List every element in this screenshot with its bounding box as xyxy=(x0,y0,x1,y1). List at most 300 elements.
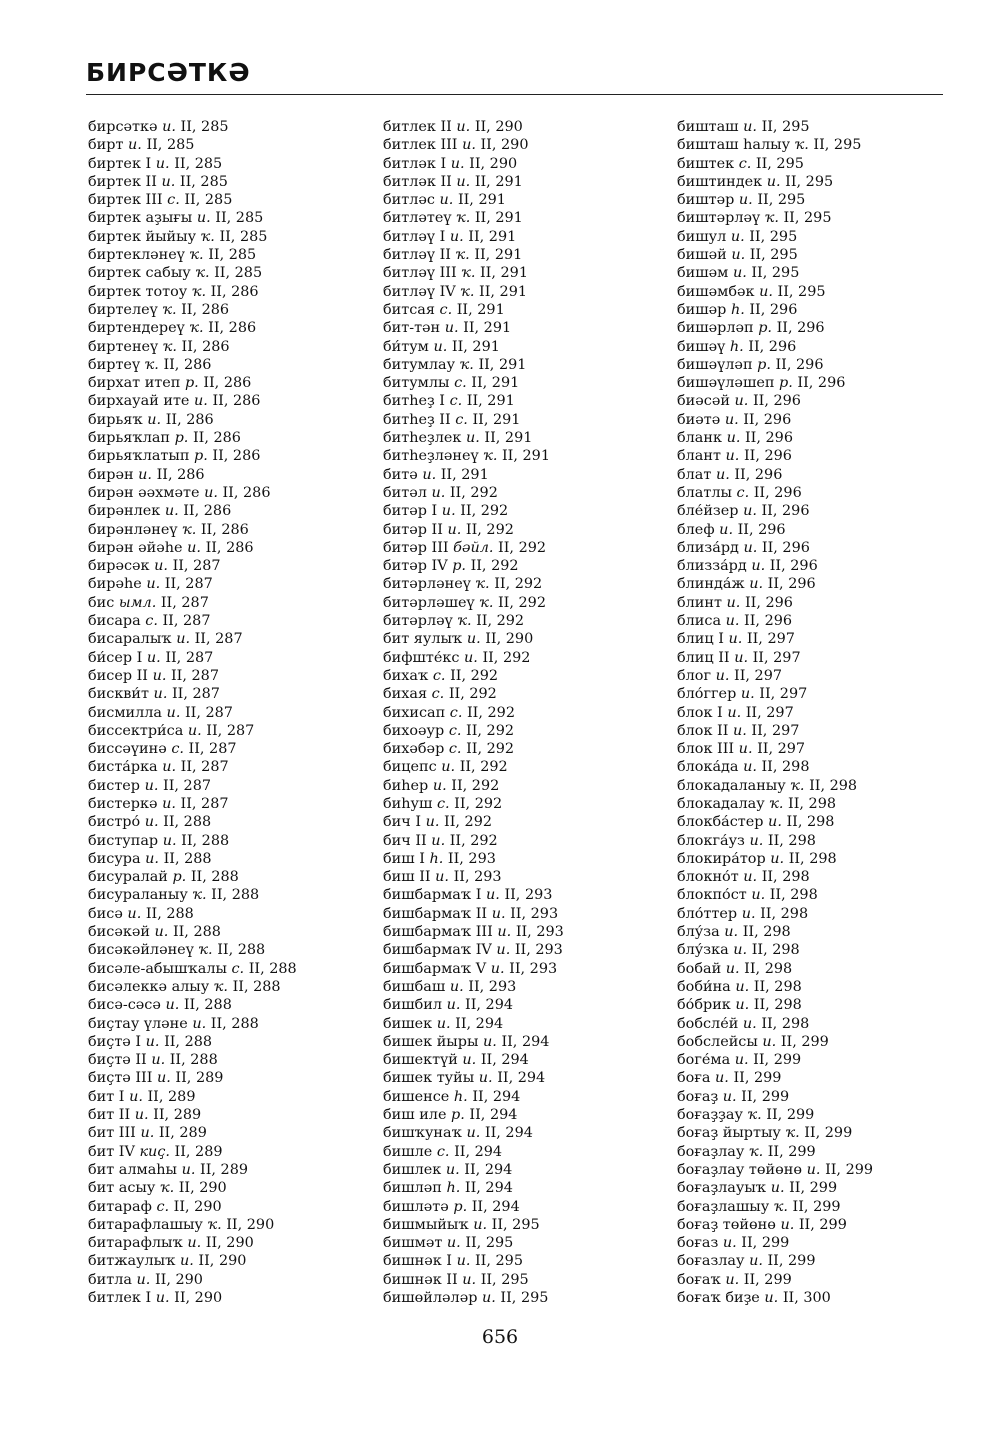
entry-page-reference: II, 286 xyxy=(210,283,259,300)
entry-page-reference: II, 292 xyxy=(459,759,508,776)
entry-page-reference: II, 286 xyxy=(200,521,249,538)
entry-grammar-label: и. xyxy=(162,832,177,849)
entry-grammar-label: р. xyxy=(453,1198,468,1215)
entry-headword: битсая xyxy=(383,301,435,318)
entry-grammar-label: и. xyxy=(724,411,739,428)
index-entry xyxy=(88,649,358,667)
entry-headword: бишөйләләр xyxy=(383,1290,478,1306)
entry-page-reference: II, 299 xyxy=(753,1052,802,1069)
entry-page-reference: II, 294 xyxy=(497,1070,546,1087)
index-entry xyxy=(88,429,358,447)
entry-page-reference: II, 291 xyxy=(440,466,489,483)
entry-page-reference: II, 294 xyxy=(471,1198,520,1215)
entry-headword: битлек III xyxy=(383,137,458,154)
index-entry xyxy=(677,978,947,996)
entry-grammar-label: и. xyxy=(176,631,191,648)
index-entry xyxy=(383,392,653,410)
index-entry xyxy=(88,1124,358,1142)
entry-headword: битһеҙ I xyxy=(383,393,445,410)
entry-page-reference: II, 288 xyxy=(163,850,212,867)
entry-headword: бишәмбәк xyxy=(677,283,755,300)
entry-grammar-label: и. xyxy=(456,173,471,190)
entry-headword: биш II xyxy=(383,869,431,886)
index-entry xyxy=(677,521,947,539)
entry-grammar-label: и. xyxy=(431,484,446,501)
entry-page-reference: II, 298 xyxy=(767,832,816,849)
entry-page-reference: II, 290 xyxy=(469,155,518,172)
entry-grammar-label: и. xyxy=(726,594,741,611)
entry-headword: биртек йыйыу xyxy=(88,228,197,245)
entry-page-reference: II, 287 xyxy=(172,558,221,575)
entry-grammar-label: и. xyxy=(734,393,749,410)
entry-grammar-label: и. xyxy=(496,942,511,959)
index-entry xyxy=(88,392,358,410)
entry-grammar-label: ҡ. xyxy=(455,247,470,264)
entry-headword: бисәле-абышҡалы xyxy=(88,960,227,977)
entry-page-reference: II, 293 xyxy=(453,869,502,886)
entry-headword: бишле xyxy=(383,1143,433,1160)
entry-page-reference: II, 292 xyxy=(466,741,515,758)
entry-page-reference: II, 299 xyxy=(804,1125,853,1142)
index-entry xyxy=(677,338,947,356)
entry-page-reference: II, 287 xyxy=(180,795,229,812)
index-entry xyxy=(677,960,947,978)
entry-headword: бицепс xyxy=(383,759,437,776)
index-entry xyxy=(383,923,653,941)
index-entry xyxy=(88,1179,358,1197)
entry-page-reference: II, 289 xyxy=(175,1070,224,1087)
entry-headword: бо́брик xyxy=(677,997,731,1014)
entry-page-reference: II, 286 xyxy=(192,430,241,447)
entry-page-reference: II, 291 xyxy=(474,173,523,190)
entry-grammar-label: и. xyxy=(441,759,456,776)
index-entry xyxy=(677,941,947,959)
entry-page-reference: II, 290 xyxy=(174,1290,223,1306)
entry-page-reference: II, 297 xyxy=(751,722,800,739)
entry-page-reference: II, 288 xyxy=(169,1052,218,1069)
entry-headword: бит асыу xyxy=(88,1180,156,1197)
entry-grammar-label: ҡ. xyxy=(483,448,498,465)
entry-page-reference: II, 296 xyxy=(744,613,793,630)
entry-grammar-label: ҡ. xyxy=(785,1125,800,1142)
entry-headword: бисуралай xyxy=(88,869,168,886)
entry-grammar-label: и. xyxy=(446,997,461,1014)
entry-headword: бирьяҡ xyxy=(88,411,143,428)
index-entry xyxy=(88,356,358,374)
entry-page-reference: II, 286 xyxy=(163,356,212,373)
entry-page-reference: II, 298 xyxy=(761,759,810,776)
entry-page-reference: II, 299 xyxy=(741,1088,790,1105)
entry-grammar-label: и. xyxy=(732,265,747,282)
index-entry xyxy=(383,1271,653,1289)
entry-headword: блиц II xyxy=(677,649,730,666)
entry-page-reference: II, 298 xyxy=(769,887,818,904)
index-entry xyxy=(677,1179,947,1197)
entry-page-reference: II, 299 xyxy=(789,1180,838,1197)
entry-grammar-label: и. xyxy=(435,869,449,886)
entry-page-reference: II, 298 xyxy=(761,869,810,886)
entry-grammar-label: и. xyxy=(445,1161,460,1178)
entry-headword: бишмыйыҡ xyxy=(383,1216,469,1233)
entry-headword: блокадалау xyxy=(677,795,765,812)
entry-grammar-label: и. xyxy=(735,978,750,995)
index-entry xyxy=(383,1179,653,1197)
entry-grammar-label: р. xyxy=(451,1107,465,1124)
entry-page-reference: II, 300 xyxy=(782,1290,831,1306)
entry-headword: боғаҙ йыртыу xyxy=(677,1125,781,1142)
entry-headword: блокадаланыу xyxy=(677,777,786,794)
entry-page-reference: II, 287 xyxy=(164,576,213,593)
entry-grammar-label: и. xyxy=(751,558,766,575)
entry-page-reference: II, 287 xyxy=(160,594,209,611)
entry-grammar-label: и. xyxy=(462,1271,477,1288)
entry-headword: бисаралыҡ xyxy=(88,631,172,648)
entry-headword: бис xyxy=(88,594,115,611)
entry-grammar-label: и. xyxy=(490,960,505,977)
entry-page-reference: II, 296 xyxy=(737,521,786,538)
index-entry xyxy=(383,228,653,246)
entry-grammar-label: и. xyxy=(164,503,179,520)
index-entry xyxy=(383,209,653,227)
entry-grammar-label: һ. xyxy=(446,1180,461,1197)
entry-grammar-label: и. xyxy=(762,1033,777,1050)
index-entry xyxy=(677,832,947,850)
entry-page-reference: II, 297 xyxy=(757,741,806,758)
index-entry xyxy=(88,264,358,282)
entry-headword: бихисап xyxy=(383,704,446,721)
index-entry xyxy=(383,777,653,795)
entry-headword: блиса xyxy=(677,613,722,630)
entry-headword: битәр I xyxy=(383,503,438,520)
entry-grammar-label: ҡ. xyxy=(200,228,215,245)
entry-page-reference: II, 296 xyxy=(761,503,810,520)
entry-grammar-label: и. xyxy=(161,173,176,190)
entry-headword: бич II xyxy=(383,832,427,849)
index-entry xyxy=(677,466,947,484)
entry-headword: бирән xyxy=(88,466,134,483)
entry-grammar-label: бәйл. xyxy=(453,539,494,556)
entry-page-reference: II, 298 xyxy=(753,978,802,995)
entry-grammar-label: и. xyxy=(194,393,208,410)
entry-grammar-label: и. xyxy=(741,905,756,922)
index-entry xyxy=(677,1234,947,1252)
entry-headword: блинт xyxy=(677,594,722,611)
entry-grammar-label: и. xyxy=(751,887,766,904)
entry-headword: биртеү xyxy=(88,356,141,373)
entry-grammar-label: ҡ. xyxy=(162,338,177,355)
entry-page-reference: II, 287 xyxy=(162,613,211,630)
entry-page-reference: II, 294 xyxy=(469,1107,518,1124)
entry-page-reference: II, 290 xyxy=(205,1235,254,1252)
entry-grammar-label: и. xyxy=(425,814,440,831)
entry-page-reference: II, 295 xyxy=(491,1216,540,1233)
entry-headword: бобслейсы xyxy=(677,1033,758,1050)
entry-headword: биссектри́са xyxy=(88,722,184,739)
entry-grammar-label: и. xyxy=(127,905,142,922)
entry-grammar-label: с. xyxy=(455,411,468,428)
entry-page-reference: II, 288 xyxy=(248,960,297,977)
entry-page-reference: II, 290 xyxy=(178,1180,227,1197)
entry-headword: блог xyxy=(677,667,712,684)
entry-page-reference: II, 285 xyxy=(174,155,223,172)
entry-page-reference: II, 299 xyxy=(780,1033,829,1050)
index-entry xyxy=(677,136,947,154)
index-entry xyxy=(88,941,358,959)
entry-page-reference: II, 296 xyxy=(744,430,793,447)
entry-headword: битла xyxy=(88,1271,132,1288)
index-entry xyxy=(383,905,653,923)
entry-headword: бишбаш xyxy=(383,978,446,995)
index-entry xyxy=(677,209,947,227)
index-entry xyxy=(677,685,947,703)
entry-grammar-label: и. xyxy=(780,1216,795,1233)
entry-grammar-label: и. xyxy=(724,924,739,941)
index-entry xyxy=(88,575,358,593)
entry-page-reference: II, 289 xyxy=(153,1107,202,1124)
entry-grammar-label: ҡ. xyxy=(189,247,204,264)
entry-grammar-label: и. xyxy=(444,320,459,337)
entry-headword: битләү I xyxy=(383,228,446,245)
entry-page-reference: II, 290 xyxy=(154,1271,203,1288)
entry-page-reference: II, 287 xyxy=(180,759,229,776)
entry-headword: битумлы xyxy=(383,375,450,392)
entry-headword: битлек I xyxy=(88,1290,152,1306)
index-entry xyxy=(88,118,358,136)
index-entry xyxy=(383,301,653,319)
entry-grammar-label: и. xyxy=(456,1253,471,1270)
entry-headword: бирьяҡлап xyxy=(88,430,171,447)
entry-grammar-label: и. xyxy=(136,1271,151,1288)
entry-page-reference: II, 286 xyxy=(203,375,252,392)
entry-page-reference: II, 288 xyxy=(232,978,281,995)
entry-grammar-label: и. xyxy=(466,1125,481,1142)
entry-headword: битһеҙ II xyxy=(383,411,451,428)
index-entry xyxy=(677,1015,947,1033)
entry-grammar-label: и. xyxy=(483,1033,497,1050)
entry-headword: боғаҙлауыҡ xyxy=(677,1180,767,1197)
entry-headword: битәрләнеү xyxy=(383,576,471,593)
index-column-3 xyxy=(677,118,947,1307)
index-entry xyxy=(383,1289,653,1307)
index-entry xyxy=(677,667,947,685)
index-entry xyxy=(677,447,947,465)
entry-page-reference: II, 288 xyxy=(145,905,194,922)
entry-page-reference: II, 288 xyxy=(211,887,260,904)
entry-page-reference: II, 296 xyxy=(776,320,825,337)
entry-headword: бишбармаҡ I xyxy=(383,887,482,904)
entry-page-reference: II, 288 xyxy=(210,1015,259,1032)
index-entry xyxy=(88,502,358,520)
index-entry xyxy=(677,191,947,209)
entry-grammar-label: киҫ. xyxy=(139,1143,170,1160)
index-entry xyxy=(88,155,358,173)
entry-headword: бихаҡ xyxy=(383,667,429,684)
entry-headword: бисер II xyxy=(88,667,148,684)
entry-grammar-label: һ. xyxy=(429,850,444,867)
index-entry xyxy=(88,1252,358,1270)
entry-grammar-label: с. xyxy=(448,722,462,739)
entry-page-reference: II, 299 xyxy=(743,1271,792,1288)
entry-page-reference: II, 295 xyxy=(465,1235,514,1252)
entry-grammar-label: и. xyxy=(759,283,773,300)
index-entry xyxy=(88,685,358,703)
entry-grammar-label: и. xyxy=(439,192,454,209)
entry-headword: бисураланыу xyxy=(88,887,188,904)
entry-headword: биш I xyxy=(383,850,425,867)
entry-headword: блу́за xyxy=(677,924,720,941)
entry-headword: бирт xyxy=(88,137,124,154)
entry-headword: блокба́стер xyxy=(677,814,764,831)
entry-headword: бистер xyxy=(88,777,141,794)
index-entry xyxy=(383,813,653,831)
index-entry xyxy=(677,155,947,173)
entry-grammar-label: и. xyxy=(725,448,740,465)
entry-grammar-label: и. xyxy=(486,887,500,904)
entry-grammar-label: и. xyxy=(166,704,181,721)
index-entry xyxy=(677,118,947,136)
entry-grammar-label: и. xyxy=(128,137,142,154)
entry-page-reference: II, 288 xyxy=(172,924,221,941)
entry-grammar-label: с. xyxy=(448,741,462,758)
entry-grammar-label: р. xyxy=(172,869,187,886)
entry-page-reference: II, 294 xyxy=(480,1052,529,1069)
index-entry xyxy=(677,319,947,337)
entry-headword: битләк II xyxy=(383,173,452,190)
index-entry xyxy=(88,758,358,776)
entry-page-reference: II, 285 xyxy=(214,265,263,282)
entry-grammar-label: и. xyxy=(743,119,757,135)
entry-page-reference: II, 286 xyxy=(183,503,232,520)
entry-headword: биһер xyxy=(383,777,429,794)
entry-grammar-label: ҡ. xyxy=(479,594,494,611)
entry-page-reference: II, 296 xyxy=(775,356,824,373)
entry-grammar-label: и. xyxy=(187,539,201,556)
index-entry xyxy=(88,1051,358,1069)
entry-headword: бихоәур xyxy=(383,722,445,739)
entry-page-reference: II, 295 xyxy=(813,137,862,154)
entry-grammar-label: и. xyxy=(153,686,168,703)
entry-page-reference: II, 291 xyxy=(484,430,533,447)
entry-page-reference: II, 299 xyxy=(798,1216,847,1233)
entry-page-reference: II, 294 xyxy=(472,1088,521,1105)
entry-page-reference: II, 287 xyxy=(194,631,243,648)
entry-grammar-label: и. xyxy=(806,1161,821,1178)
entry-headword: битәр IV xyxy=(383,558,448,575)
entry-grammar-label: р. xyxy=(757,356,771,373)
entry-page-reference: II, 295 xyxy=(500,1290,549,1306)
entry-page-reference: II, 291 xyxy=(457,192,506,209)
entry-page-reference: II, 292 xyxy=(466,722,515,739)
index-entry xyxy=(88,1033,358,1051)
index-entry xyxy=(88,246,358,264)
index-entry xyxy=(88,1088,358,1106)
index-entry xyxy=(383,374,653,392)
entry-headword: бло́ттер xyxy=(677,905,738,922)
entry-headword: бишнәк II xyxy=(383,1271,458,1288)
entry-headword: бишләп xyxy=(383,1180,442,1197)
entry-headword: битәр III xyxy=(383,539,449,556)
entry-headword: бискви́т xyxy=(88,686,149,703)
entry-headword: блок I xyxy=(677,704,723,721)
entry-page-reference: II, 286 xyxy=(208,320,257,337)
entry-headword: блок II xyxy=(677,722,729,739)
entry-page-reference: II, 295 xyxy=(749,228,798,245)
entry-headword: бит III xyxy=(88,1125,136,1142)
entry-grammar-label: и. xyxy=(165,997,180,1014)
index-entry xyxy=(383,1124,653,1142)
entry-headword: боғаҙлау xyxy=(677,1143,745,1160)
entry-grammar-label: һ. xyxy=(729,338,744,355)
index-entry xyxy=(677,283,947,301)
entry-headword: бишек xyxy=(383,1015,433,1032)
entry-grammar-label: с. xyxy=(231,960,245,977)
index-entry xyxy=(677,356,947,374)
index-entry xyxy=(383,850,653,868)
entry-grammar-label: и. xyxy=(742,1015,757,1032)
index-entry xyxy=(88,447,358,465)
entry-grammar-label: и. xyxy=(145,850,159,867)
entry-grammar-label: и. xyxy=(196,210,211,227)
entry-headword: бишәр xyxy=(677,301,727,318)
index-entry xyxy=(88,832,358,850)
entry-grammar-label: с. xyxy=(431,686,445,703)
entry-grammar-label: и. xyxy=(204,484,218,501)
index-entry xyxy=(88,411,358,429)
entry-headword: бишәү xyxy=(677,338,726,355)
entry-grammar-label: и. xyxy=(743,759,757,776)
entry-headword: блат xyxy=(677,466,712,483)
entry-headword: бич I xyxy=(383,814,422,831)
index-entry xyxy=(88,1198,358,1216)
entry-page-reference: II, 294 xyxy=(501,1033,550,1050)
entry-headword: боғазлау xyxy=(677,1253,745,1270)
entry-page-reference: II, 291 xyxy=(501,448,550,465)
entry-headword: битләү IV xyxy=(383,283,456,300)
entry-page-reference: II, 285 xyxy=(184,192,233,209)
index-entry xyxy=(677,502,947,520)
entry-grammar-label: и. xyxy=(157,1070,171,1087)
entry-page-reference: II, 291 xyxy=(456,301,505,318)
index-entry xyxy=(88,667,358,685)
index-entry xyxy=(677,1198,947,1216)
entry-headword: биәсәй xyxy=(677,393,730,410)
index-entry xyxy=(88,813,358,831)
entry-page-reference: II, 295 xyxy=(475,1253,523,1270)
index-entry xyxy=(88,374,358,392)
entry-page-reference: II, 295 xyxy=(761,119,810,135)
entry-headword: бирән әәхмәте xyxy=(88,484,200,501)
index-entry xyxy=(677,264,947,282)
entry-grammar-label: и. xyxy=(447,521,462,538)
entry-page-reference: II, 291 xyxy=(468,228,517,245)
entry-page-reference: II, 293 xyxy=(509,960,558,977)
entry-grammar-label: и. xyxy=(180,1253,194,1270)
entry-grammar-label: и. xyxy=(432,777,447,794)
entry-grammar-label: с. xyxy=(436,1143,450,1160)
entry-page-reference: II, 286 xyxy=(212,448,261,465)
index-entry xyxy=(383,1143,653,1161)
entry-page-reference: II, 293 xyxy=(514,942,563,959)
entry-headword: битләс xyxy=(383,192,435,209)
entry-headword: биртек II xyxy=(88,173,157,190)
entry-headword: биштек xyxy=(677,155,735,172)
entry-grammar-label: и. xyxy=(727,704,742,721)
entry-grammar-label: р. xyxy=(194,448,208,465)
index-entry xyxy=(88,850,358,868)
entry-page-reference: II, 292 xyxy=(444,814,493,831)
entry-grammar-label: и. xyxy=(155,1290,170,1306)
entry-page-reference: II, 285 xyxy=(215,210,264,227)
